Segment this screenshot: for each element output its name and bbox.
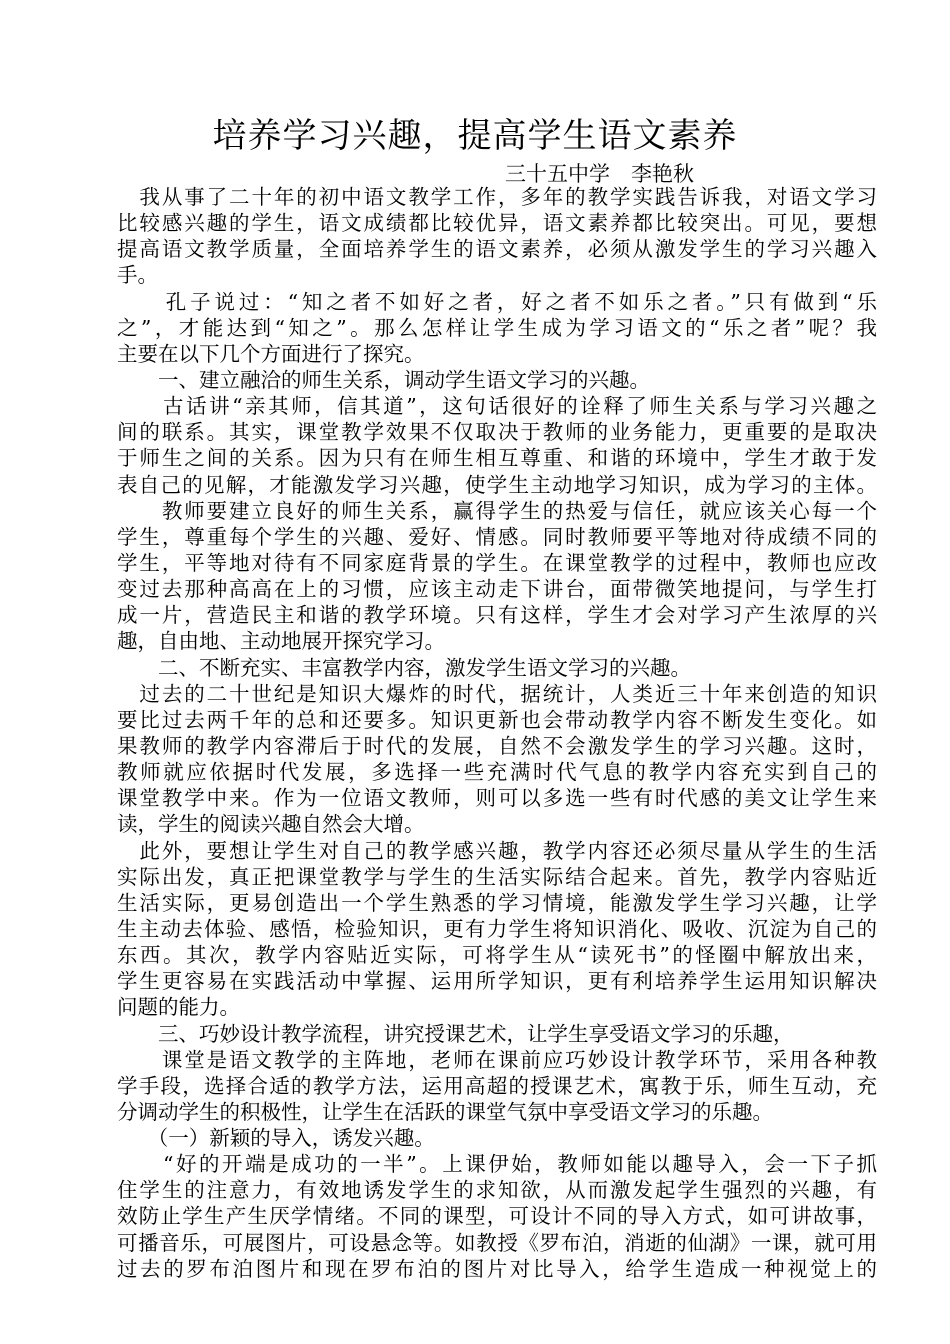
- text-line: 要比过去两千年的总和还要多。知识更新也会带动教学内容不断发生变化。如: [117, 707, 877, 732]
- text-line: 过去的罗布泊图片和现在罗布泊的图片对比导入，给学生造成一种视觉上的: [117, 1256, 877, 1281]
- text-line: 分调动学生的积极性，让学生在活跃的课堂气氛中享受语文学习的乐趣。: [117, 1099, 773, 1124]
- text-line: “好的开端是成功的一半”。上课伊始，教师如能以趣导入，会一下子抓: [117, 1152, 877, 1177]
- text-line: 之”，才能达到“知之”。那么怎样让学生成为学习语文的“乐之者”呢？我: [117, 315, 877, 340]
- text-line: 教师要建立良好的师生关系，赢得学生的热爱与信任，就应该关心每一个: [117, 498, 877, 523]
- text-line: 读，学生的阅读兴趣自然会大增。: [117, 812, 425, 837]
- text-line: 比较感兴趣的学生，语文成绩都比较优异，语文素养都比较突出。可见，要想: [117, 211, 877, 236]
- text-line: 过去的二十世纪是知识大爆炸的时代，据统计，人类近三十年来创造的知识: [117, 681, 877, 706]
- text-line: 生主动去体验、感悟，检验知识，更有力学生将知识消化、吸收、沉淀为自己的: [117, 916, 877, 941]
- text-line: 一、建立融洽的师生关系，调动学生语文学习的兴趣。: [117, 367, 650, 392]
- text-line: 学生，尊重每个学生的兴趣、爱好、情感。同时教师要平等地对待成绩不同的: [117, 524, 877, 549]
- text-line: 问题的能力。: [117, 995, 240, 1020]
- text-line: 东西。其次，教学内容贴近实际，可将学生从“读死书”的怪圈中解放出来，: [117, 943, 877, 968]
- text-line: 成一片，营造民主和谐的教学环境。只有这样，学生才会对学习产生浓厚的兴: [117, 603, 877, 628]
- text-line: 果教师的教学内容滞后于时代的发展，自然不会激发学生的学习兴趣。这时，: [117, 733, 877, 758]
- text-line: 三、巧妙设计教学流程，讲究授课艺术，让学生享受语文学习的乐趣，: [117, 1021, 794, 1046]
- text-line: （一）新颖的导入，诱发兴趣。: [117, 1126, 435, 1151]
- text-line: 学生，平等地对待有不同家庭背景的学生。在课堂教学的过程中，教师也应改: [117, 550, 877, 575]
- text-line: 效防止学生产生厌学情绪。不同的课型，可设计不同的导入方式，如可讲故事，: [117, 1204, 877, 1229]
- text-line: 于师生之间的关系。因为只有在师生相互尊重、和谐的环境中，学生才敢于发: [117, 446, 877, 471]
- text-line: 生活实际，更易创造出一个学生熟悉的学习情境，能激发学生学习兴趣，让学: [117, 890, 877, 915]
- text-line: 提高语文教学质量，全面培养学生的语文素养，必须从激发学生的学习兴趣入: [117, 237, 877, 262]
- text-line: 趣，自由地、主动地展开探究学习。: [117, 629, 445, 654]
- text-line: 手。: [117, 263, 158, 288]
- text-line: 住学生的注意力，有效地诱发学生的求知欲，从而激发起学生强烈的兴趣，有: [117, 1178, 877, 1203]
- document-title: 培养学习兴趣，提高学生语文素养: [212, 116, 738, 156]
- text-line: 实际出发，真正把课堂教学与学生的生活实际结合起来。首先，教学内容贴近: [117, 864, 877, 889]
- text-line: 我从事了二十年的初中语文教学工作，多年的教学实践告诉我，对语文学习: [117, 185, 877, 209]
- text-line: 可播音乐，可展图片，可设悬念等。如教授《罗布泊，消逝的仙湖》一课，就可用: [117, 1230, 877, 1255]
- text-line: 古话讲“亲其师，信其道”，这句话很好的诠释了师生关系与学习兴趣之: [117, 394, 877, 419]
- text-line: 二、不断充实、丰富教学内容，激发学生语文学习的兴趣。: [117, 655, 691, 680]
- text-line: 此外，要想让学生对自己的教学感兴趣，教学内容还必须尽量从学生的生活: [117, 838, 877, 863]
- text-line: 表自己的见解，才能激发学习兴趣，使学生主动地学习知识，成为学习的主体。: [117, 472, 877, 497]
- document-body: [117, 184, 877, 1282]
- text-line: 主要在以下几个方面进行了探究。: [117, 341, 425, 366]
- text-line: 教师就应依据时代发展，多选择一些充满时代气息的教学内容充实到自己的: [117, 760, 877, 785]
- text-line: 学生更容易在实践活动中掌握、运用所学知识，更有利培养学生运用知识解决: [117, 969, 877, 994]
- text-line: 间的联系。其实，课堂教学效果不仅取决于教师的业务能力，更重要的是取决: [117, 420, 877, 445]
- text-line: 课堂是语文教学的主阵地，老师在课前应巧妙设计教学环节，采用各种教: [117, 1047, 877, 1072]
- author-line: 三十五中学 李艳秋: [505, 162, 694, 186]
- text-line: 孔子说过：“知之者不如好之者，好之者不如乐之者。”只有做到“乐: [117, 289, 877, 314]
- text-line: 变过去那种高高在上的习惯，应该主动走下讲台，面带微笑地提问，与学生打: [117, 577, 877, 602]
- text-line: 学手段，选择合适的教学方法，运用高超的授课艺术，寓教于乐，师生互动，充: [117, 1073, 877, 1098]
- text-line: 课堂教学中来。作为一位语文教师，则可以多选一些有时代感的美文让学生来: [117, 786, 877, 811]
